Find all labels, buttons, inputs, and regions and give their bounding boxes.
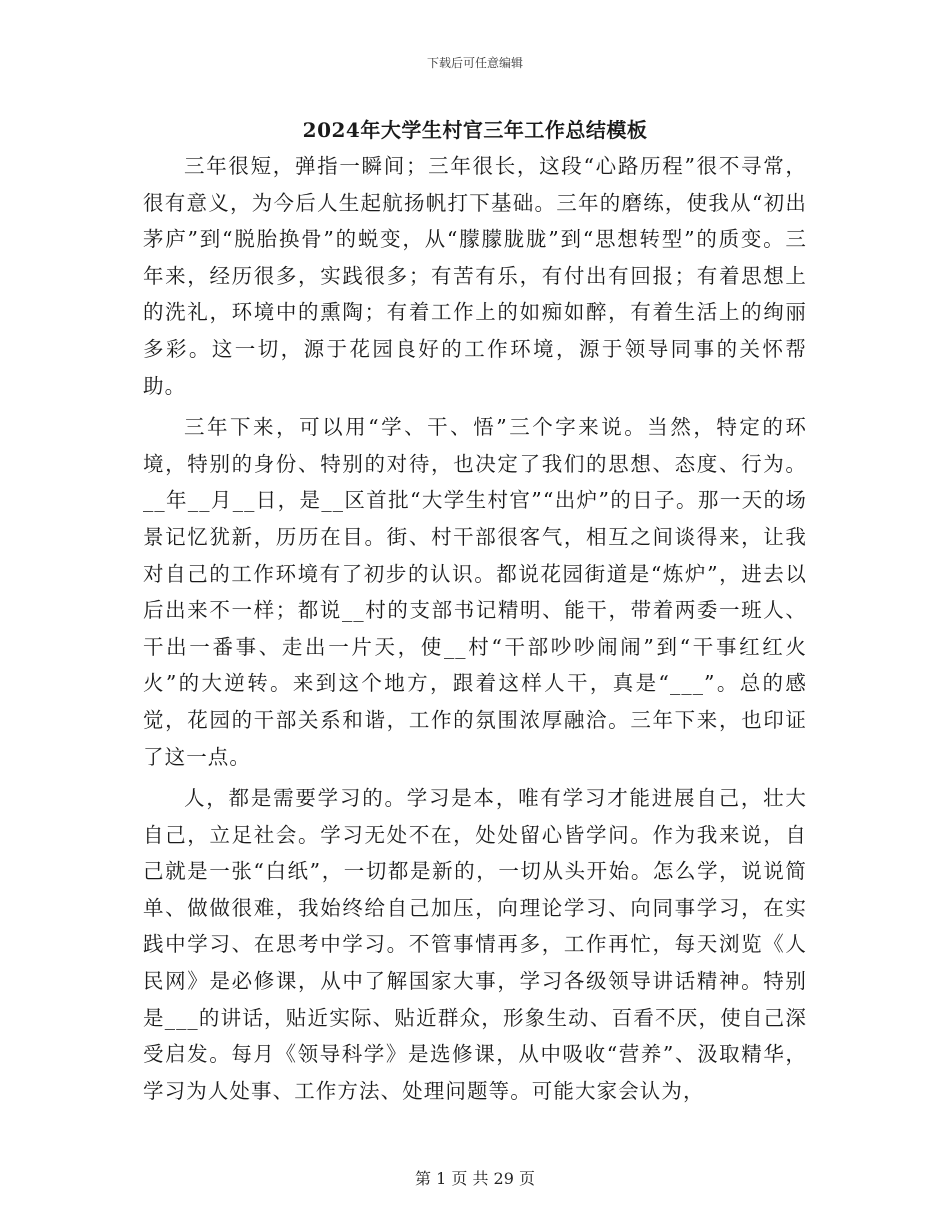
page-number: 第 1 页 共 29 页 xyxy=(415,1169,535,1188)
paragraph: 三年下来，可以用“学、干、悟”三个字来说。当然，特定的环境，特别的身份、特别的对待，也决定了我们的思想、态度、行为。__年__月__日，是__区首批“大学生村官”“出炉”的日子。那一天的场景记忆犹新，历历在目。街、村干部很客气，相互之间谈得来，让我对自己的工作环境有了初步的认识。都说花园街道是“炼炉”，进去以后出来不一样；都说__村的支部书记精明、能干，带着两委一班人、干出一番事、走出一片天，使__村“干部吵吵闹闹”到“干事红红火火”的大逆转。来到这个地方，跟着这样人干，真是“___”。总的感觉，花园的干部关系和谐，工作的氛围浓厚融洽。三年下来，也印证了这一点。 xyxy=(143,415,807,769)
paragraph: 人，都是需要学习的。学习是本，唯有学习才能进展自己，壮大自己，立足社会。学习无处不在，处处留心皆学问。作为我来说，自己就是一张“白纸”，一切都是新的，一切从头开始。怎么学，说说简单、做做很难，我始终给自己加压，向理论学习、向同事学习，在实践中学习、在思考中学习。不管事情再多，工作再忙，每天浏览《人民网》是必修课，从中了解国家大事，学习各级领导讲话精神。特别是___的讲话，贴近实际、贴近群众，形象生动、百看不厌，使自己深受启发。每月《领导科学》是选修课，从中吸收“营养”、汲取精华，学习为人处事、工作方法、处理问题等。可能大家会认为， xyxy=(143,786,807,1103)
document-body xyxy=(143,148,807,1114)
header-note: 下载后可任意编辑 xyxy=(426,56,523,70)
document-title: 2024年大学生村官三年工作总结模板 xyxy=(302,118,648,142)
paragraph: 三年很短，弹指一瞬间；三年很长，这段“心路历程”很不寻常，很有意义，为今后人生起航扬帆打下基础。三年的磨练，使我从“初出茅庐”到“脱胎换骨”的蜕变，从“朦朦胧胧”到“思想转型”的质变。三年来，经历很多，实践很多；有苦有乐，有付出有回报；有着思想上的洗礼，环境中的熏陶；有着工作上的如痴如醉，有着生活上的绚丽多彩。这一切，源于花园良好的工作环境，源于领导同事的关怀帮助。 xyxy=(143,154,807,398)
